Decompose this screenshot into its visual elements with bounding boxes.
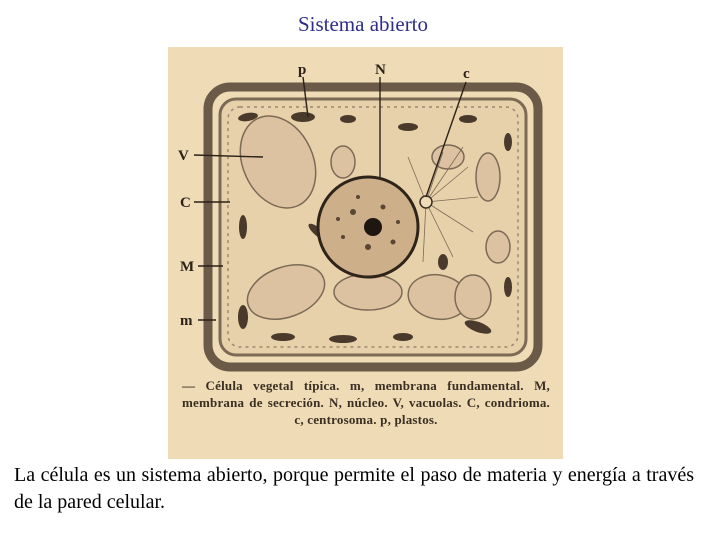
label-C: C xyxy=(180,195,191,211)
label-p: p xyxy=(298,62,307,78)
nucleolus xyxy=(364,218,382,236)
slide-title: Sistema abierto xyxy=(297,12,429,36)
figure-caption: — Célula vegetal típica. m, membrana fundamental. M, membrana de secreción. N, núcleo. V, vacuolas. C, condrioma. c, centrosoma. p, plastos. xyxy=(182,378,550,427)
centrosome xyxy=(420,196,432,208)
label-c: c xyxy=(463,66,470,82)
label-N: N xyxy=(375,62,386,78)
body-paragraph: La célula es un sistema abierto, porque permite el paso de materia y energía a través de la pared celular. xyxy=(14,464,694,513)
label-m: m xyxy=(180,313,193,329)
label-V: V xyxy=(178,148,189,164)
plant-cell-figure xyxy=(168,47,563,459)
label-M: M xyxy=(180,259,195,275)
